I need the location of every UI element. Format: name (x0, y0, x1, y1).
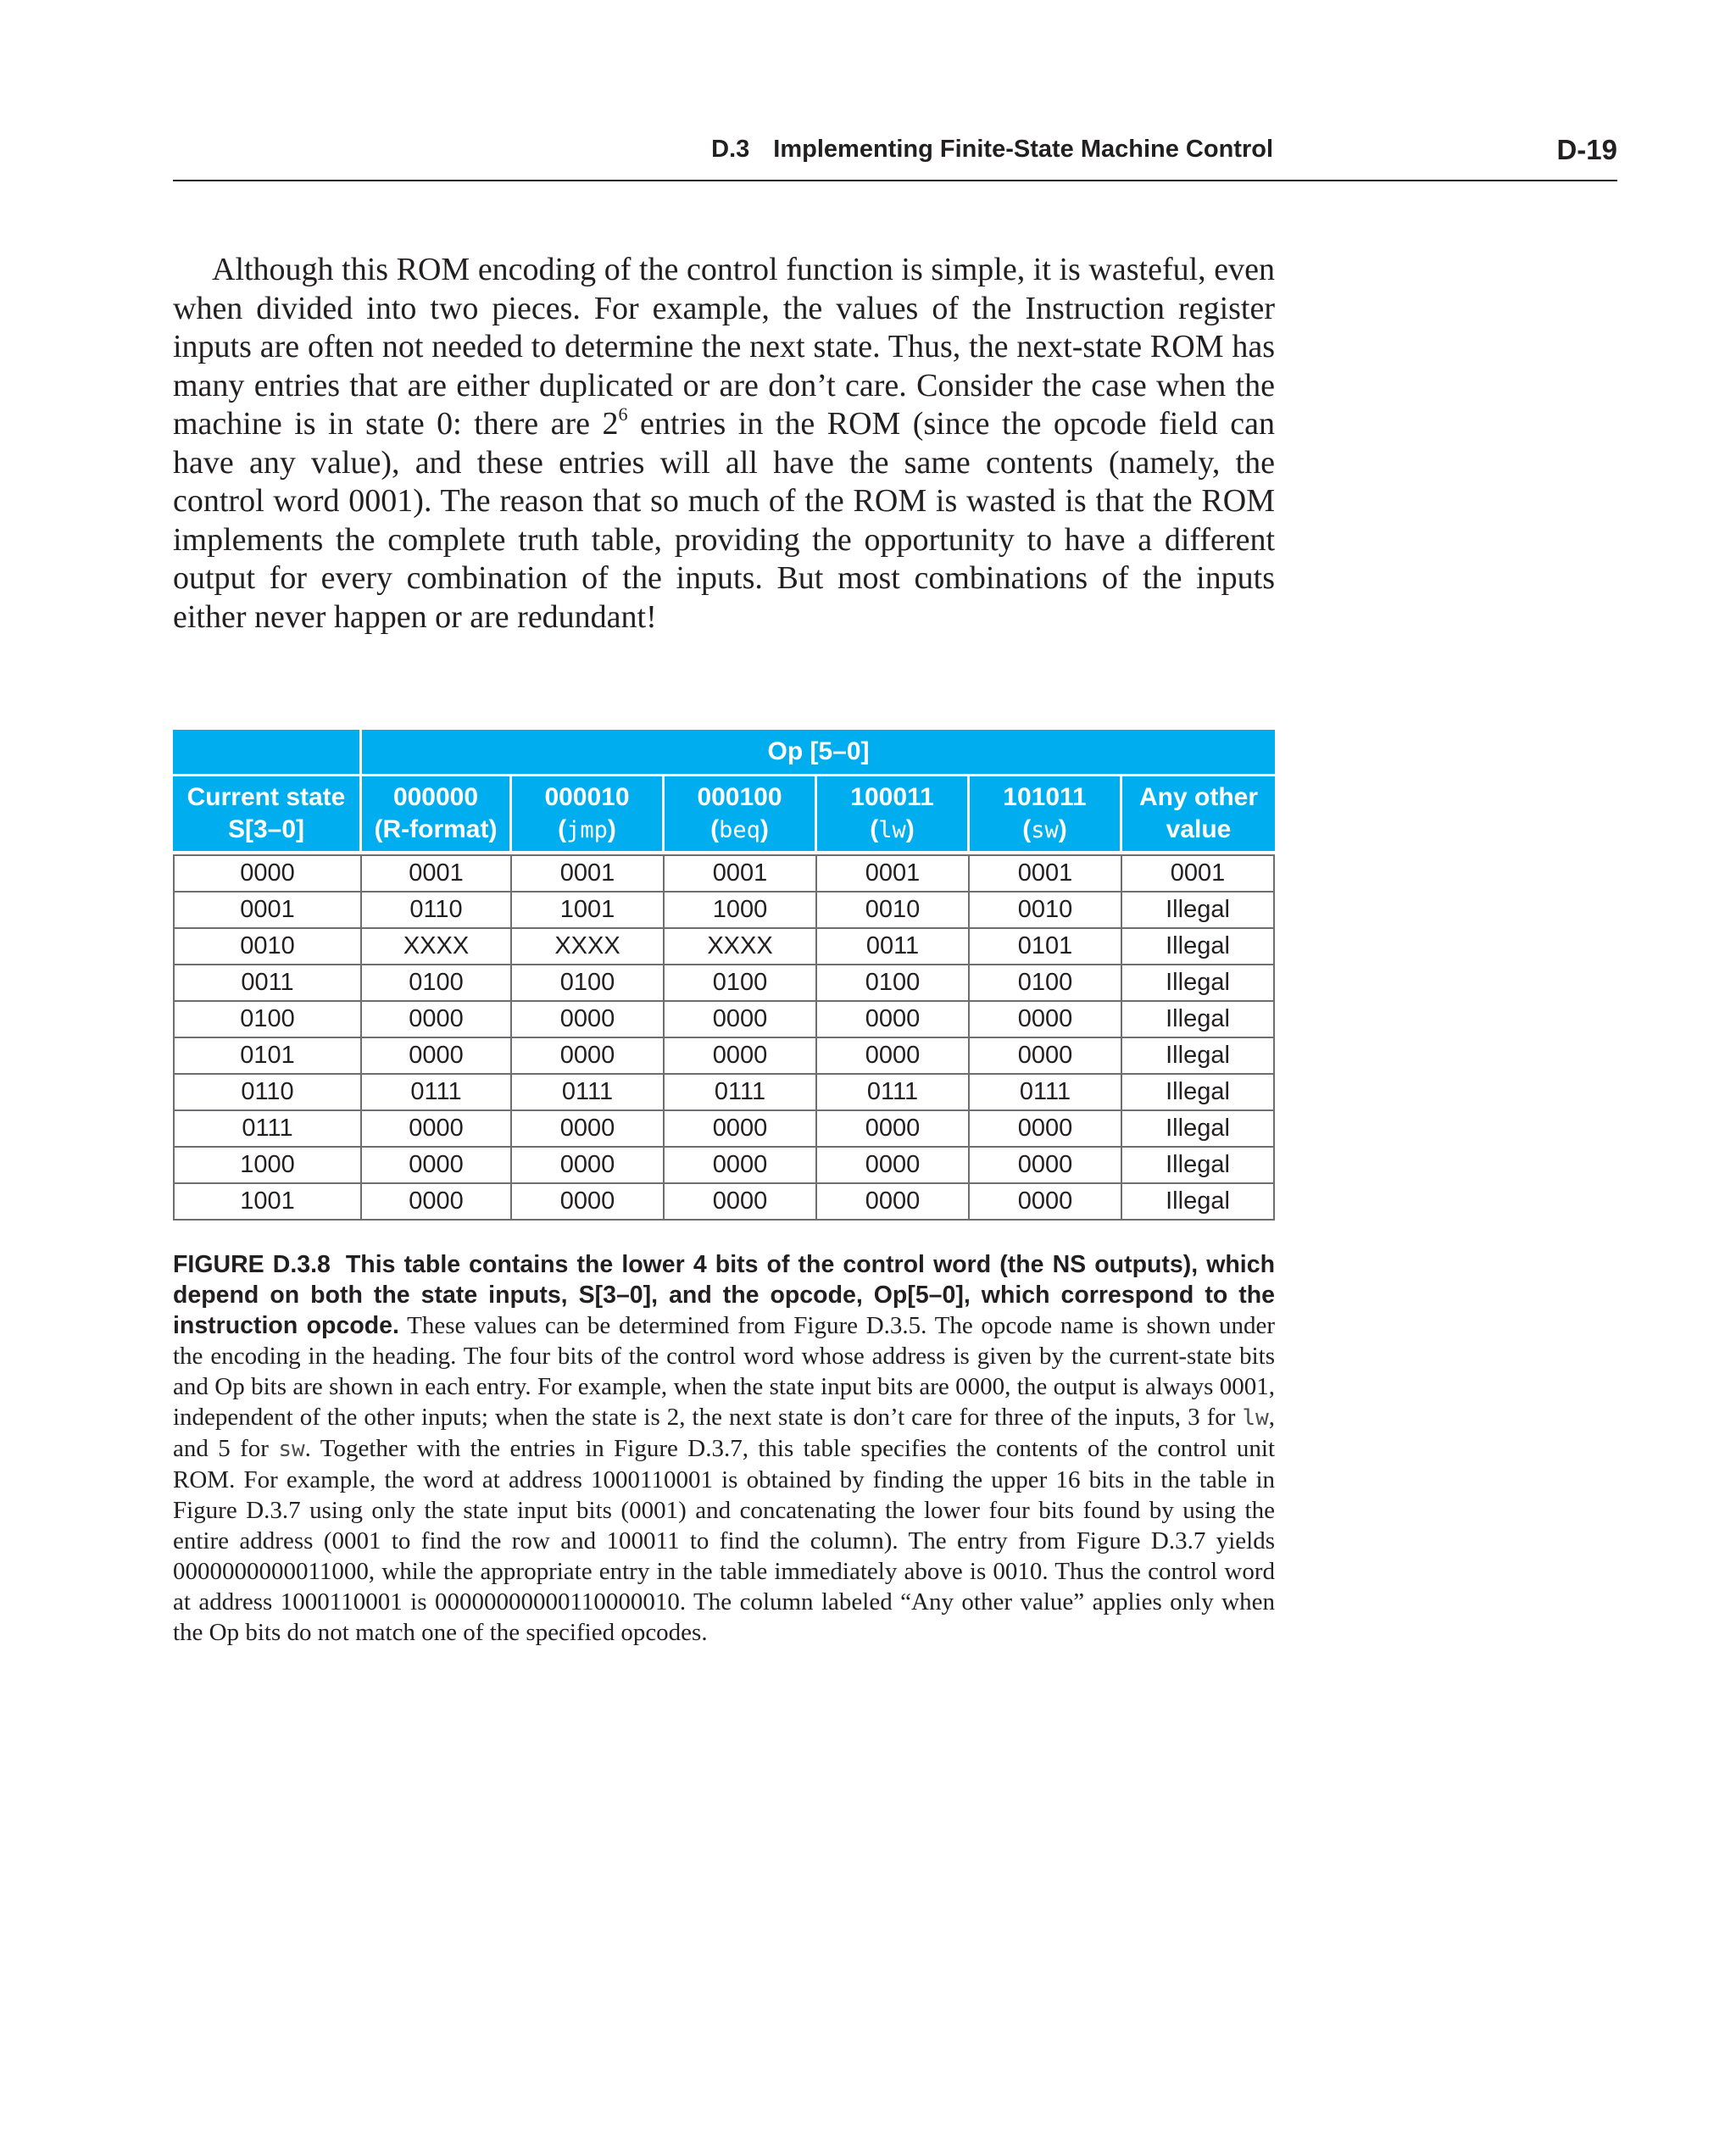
table-cell: Illegal (1122, 893, 1275, 929)
figure-label: FIGURE D.3.8 (173, 1251, 331, 1278)
table-cell: Illegal (1122, 1038, 1275, 1075)
table-cell: 0000 (817, 1148, 970, 1184)
paren-close: ) (905, 815, 915, 843)
table-cell: 1000 (173, 1148, 362, 1184)
table-cell: 0000 (817, 1038, 970, 1075)
page-number: D-19 (1556, 134, 1617, 165)
column-header-bottom: (R-format) (374, 815, 498, 843)
opcode-name: lw (878, 816, 906, 843)
table-cell: 0011 (173, 965, 362, 1002)
table-cell: 0001 (512, 854, 665, 893)
table-cell: 0000 (817, 1002, 970, 1038)
table-cell: 0000 (665, 1184, 817, 1221)
table-cell: 1001 (512, 893, 665, 929)
table-cell: 0000 (512, 1038, 665, 1075)
paren-close: ) (760, 815, 769, 843)
table-cell: Illegal (1122, 1075, 1275, 1111)
table-cell: Illegal (1122, 1184, 1275, 1221)
caption-text-2: , and 5 for (173, 1404, 1275, 1462)
header-rule (173, 180, 1617, 181)
table-cell: 0001 (817, 854, 970, 893)
column-header-top: Any other (1139, 783, 1259, 811)
table-cell: 0001 (970, 854, 1122, 893)
column-header-top: 000000 (392, 783, 479, 811)
table-cell: 0101 (173, 1038, 362, 1075)
table-cell: 0000 (362, 1002, 512, 1038)
table-cell: XXXX (665, 929, 817, 965)
column-header-top: 101011 (1003, 782, 1087, 811)
body-text-part-1: Although this ROM encoding of the control function is simple, it is wasteful, even when divided into two pieces. For example, the values of the Instruction register inputs are often not needed to determine the next state. Thus, the next-state ROM has many entries that are either duplicated or are don’t care. Consider the case when the machine is in state 0: there are 2 (173, 252, 1275, 442)
table-cell: 0000 (665, 1111, 817, 1148)
table-cell: 0010 (970, 893, 1122, 929)
column-header-top: 000010 (544, 782, 630, 811)
table-cell: 0111 (665, 1075, 817, 1111)
column-header-r-format (362, 776, 512, 854)
body-paragraph (173, 251, 1275, 637)
table-row (173, 1038, 1275, 1075)
table-group-header-row (173, 730, 1275, 776)
column-header-current-state (173, 776, 362, 854)
table-cell: 1001 (173, 1184, 362, 1221)
table-cell: 0000 (970, 1002, 1122, 1038)
table-cell: 0111 (173, 1111, 362, 1148)
op-group-header: Op [5–0] (362, 730, 1275, 776)
column-header-sw (970, 776, 1122, 854)
table-cell: 0001 (173, 893, 362, 929)
table-cell: 0000 (512, 1111, 665, 1148)
paren-close: ) (607, 815, 616, 843)
table-cell: XXXX (362, 929, 512, 965)
table-cell: 0000 (362, 1148, 512, 1184)
opcode-name: beq (719, 816, 760, 843)
table-row (173, 1075, 1275, 1111)
table-row (173, 1184, 1275, 1221)
table-cell: 0000 (665, 1002, 817, 1038)
caption-text-3: . Together with the entries in Figure D.3.7, this table specifies the contents of the control unit ROM. For example, the word at address 1000110001 is obtained by finding the upper 16 bits in the table in Figure D.3.7 using only the state input bits (0001) and concatenating the lower four bits found by using the entire address (0001 to find the row and 100011 to find the column). The entry from Figure D.3.7 yields 0000000000011000, while the appropriate entry in the table immediately above is 0010. Thus the control word at address 1000110001 is 00000000000110000010. The column labeled “Any other value” applies only when the Op bits do not match one of the specified opcodes. (173, 1435, 1276, 1646)
table-cell: 0000 (512, 1148, 665, 1184)
paren-open: ( (558, 815, 567, 843)
table-cell: Illegal (1122, 1002, 1275, 1038)
table-row (173, 1148, 1275, 1184)
table-cell: 1000 (665, 893, 817, 929)
table-cell: 0000 (970, 1148, 1122, 1184)
table-cell: 0100 (665, 965, 817, 1002)
table-cell: 0001 (1122, 854, 1275, 893)
table-cell: 0000 (665, 1148, 817, 1184)
superscript-exponent: 6 (618, 403, 628, 425)
column-header-jmp (512, 776, 665, 854)
table-cell: 0000 (970, 1184, 1122, 1221)
column-header-top: 100011 (850, 782, 934, 811)
next-state-rom-table (173, 730, 1275, 1221)
table-cell: 0100 (970, 965, 1122, 1002)
table-row (173, 929, 1275, 965)
table-cell: 0111 (512, 1075, 665, 1111)
opcode-name: sw (1031, 816, 1059, 843)
table-row (173, 965, 1275, 1002)
table-cell: 0100 (173, 1002, 362, 1038)
table-column-header-row (173, 776, 1275, 854)
table-cell: Illegal (1122, 929, 1275, 965)
table-header-blank-cell (173, 730, 362, 776)
table-cell: 0000 (665, 1038, 817, 1075)
table-cell: 0000 (512, 1184, 665, 1221)
table-cell: Illegal (1122, 1148, 1275, 1184)
opcode-name: jmp (566, 816, 608, 843)
table-cell: 0010 (817, 893, 970, 929)
table-cell: Illegal (1122, 1111, 1275, 1148)
column-header-bottom: value (1166, 815, 1232, 843)
table-cell: 0001 (362, 854, 512, 893)
table-cell: 0100 (817, 965, 970, 1002)
column-header-bottom: S[3–0] (227, 815, 305, 843)
table-cell: 0101 (970, 929, 1122, 965)
caption-bold-text: This table contains the lower 4 bits of the control word (the NS outputs), which depend on both the state inputs, S[3–0], and the opcode, Op[5–0], which correspond to the instruction opcode. (173, 1251, 1275, 1339)
table-cell: 0110 (173, 1075, 362, 1111)
table-cell: 0000 (970, 1038, 1122, 1075)
table-cell: XXXX (512, 929, 665, 965)
table-cell: 0100 (512, 965, 665, 1002)
table-row (173, 1111, 1275, 1148)
figure-caption (173, 1249, 1275, 1648)
table-cell: Illegal (1122, 965, 1275, 1002)
caption-text-1: These values can be determined from Figure D.3.5. The opcode name is shown under the encoding in the heading. The four bits of the control word whose address is given by the current-state bits and Op bits are shown in each entry. For example, when the state input bits are 0000, the output is always 0001, independent of the other inputs; when the state is 2, the next state is don’t care for three of the inputs, 3 for (173, 1312, 1275, 1431)
caption-code-lw: lw (1242, 1405, 1269, 1431)
column-header-beq (665, 776, 817, 854)
column-header-top: 000100 (697, 782, 782, 811)
body-text-part-2: entries in the ROM (since the opcode field can have any value), and these entries will all have the same contents (namely, the control word 0001). The reason that so much of the ROM is wasted is that the ROM implements the complete truth table, providing the opportunity to have a different output for every combination of the inputs. But most combinations of the inputs either never happen or are redundant! (173, 406, 1275, 635)
table-cell: 0001 (665, 854, 817, 893)
column-header-any-other (1122, 776, 1275, 854)
paren-open: ( (870, 815, 879, 843)
table-cell: 0000 (362, 1184, 512, 1221)
table-cell: 0111 (362, 1075, 512, 1111)
table-cell: 0000 (817, 1184, 970, 1221)
table-cell: 0000 (512, 1002, 665, 1038)
column-header-top: Current state (186, 783, 346, 811)
table-cell: 0011 (817, 929, 970, 965)
paren-open: ( (1022, 815, 1032, 843)
section-heading (711, 136, 1273, 164)
table-cell: 0000 (362, 1111, 512, 1148)
column-header-lw (817, 776, 970, 854)
table-cell: 0000 (817, 1111, 970, 1148)
caption-code-sw: sw (278, 1437, 305, 1462)
table-cell: 0111 (817, 1075, 970, 1111)
table-row (173, 1002, 1275, 1038)
table-cell: 0100 (362, 965, 512, 1002)
section-number: D.3 (711, 136, 750, 163)
table-cell: 0110 (362, 893, 512, 929)
table-cell: 0111 (970, 1075, 1122, 1111)
table-row (173, 854, 1275, 893)
table-cell: 0000 (970, 1111, 1122, 1148)
paren-open: ( (710, 815, 720, 843)
table-cell: 0010 (173, 929, 362, 965)
table-cell: 0000 (362, 1038, 512, 1075)
section-title: Implementing Finite-State Machine Control (773, 136, 1273, 163)
table-cell: 0000 (173, 854, 362, 893)
paren-close: ) (1058, 815, 1067, 843)
table-row (173, 893, 1275, 929)
running-head (173, 132, 1617, 173)
